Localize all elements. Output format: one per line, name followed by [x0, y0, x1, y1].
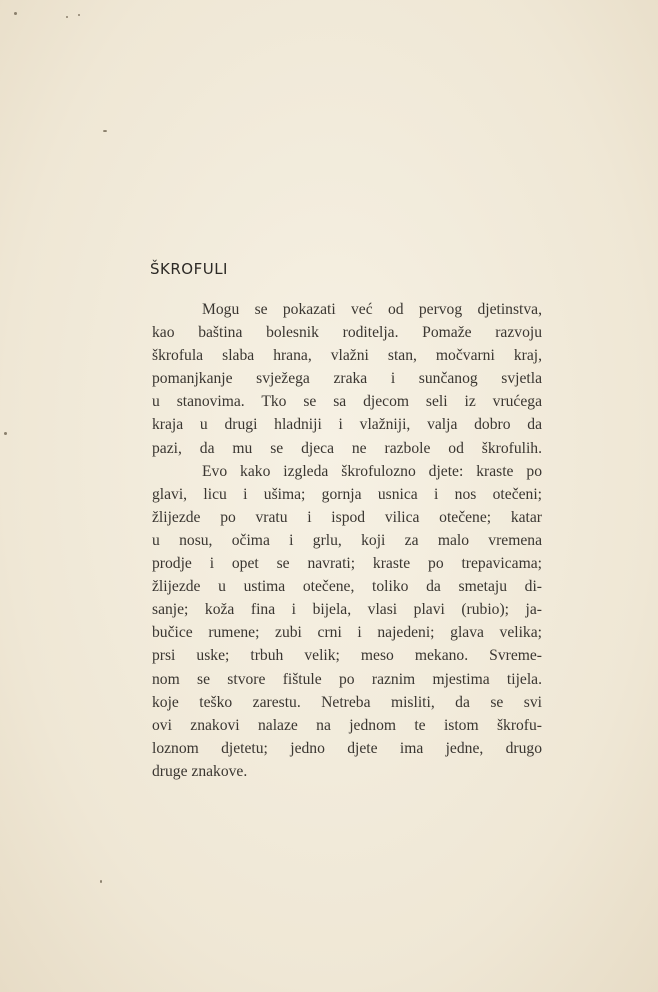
text-line: bučice rumene; zubi crni i najedeni; glava velika; [152, 624, 542, 642]
text-line: Evo kako izgleda škrofulozno djete: kraste po [202, 462, 542, 480]
text-line: žlijezde u ustima otečene, toliko da smetaju di- [152, 578, 542, 596]
text-line: Mogu se pokazati već od pervog djetinstva, [202, 301, 542, 318]
paper-speck [4, 432, 7, 435]
body-text [152, 298, 542, 783]
text-line: ovi znakovi nalaze na jednom te istom škrofu- [152, 716, 542, 734]
text-line: kao baština bolesnik roditelja. Pomaže razvoju [152, 324, 542, 342]
text-line: druge znakove. [152, 762, 248, 780]
paper-speck [78, 14, 80, 16]
text-line: kraja u drugi hladniji i vlažniji, valja dobro da [152, 416, 542, 434]
text-line: u nosu, očima i grlu, koji za malo vremena [152, 531, 542, 549]
text-line: prsi uske; trbuh velik; meso mekano. Svreme- [152, 647, 542, 665]
text-line: škrofula slaba hrana, vlažni stan, močvarni kraj, [152, 347, 542, 365]
text-line: koje teško zarestu. Netreba misliti, da se svi [152, 693, 542, 711]
text-line: nom se stvore fištule po raznim mjestima tijela. [152, 670, 542, 688]
paper-speck [100, 880, 102, 883]
text-line: loznom djetetu; jedno djete ima jedne, drugo [152, 739, 542, 757]
page-title: ŠKROFULI [150, 260, 228, 278]
paper-speck [66, 16, 68, 18]
text-line: pazi, da mu se djeca ne razbole od škrofulih. [152, 439, 542, 457]
text-line: žlijezde po vratu i ispod vilica otečene; katar [152, 508, 542, 526]
text-line: prodje i opet se navrati; kraste po trepavicama; [152, 555, 542, 573]
text-line: pomanjkanje svježega zraka i sunčanog svjetla [152, 370, 542, 388]
text-line: sanje; koža fina i bijela, vlasi plavi (rubio); ja- [152, 601, 542, 619]
paper-speck [14, 12, 17, 15]
paper-speck [103, 130, 107, 132]
text-line: u stanovima. Tko se sa djecom seli iz vrućega [152, 393, 542, 411]
text-line: glavi, licu i ušima; gornja usnica i nos otečeni; [152, 485, 542, 503]
